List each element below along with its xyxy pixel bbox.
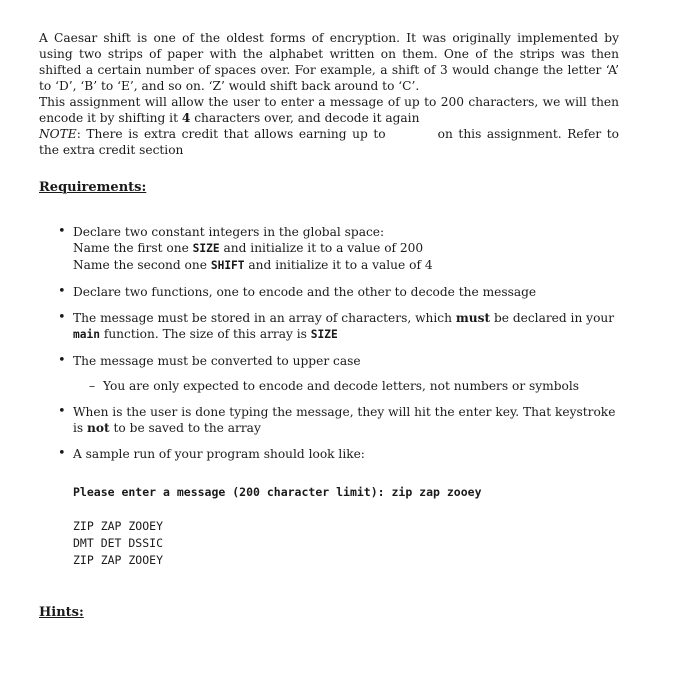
assignment-text-b: characters over, and decode it again <box>190 111 420 125</box>
code-shift: SHIFT <box>210 259 245 272</box>
item-text: to be saved to the array <box>109 421 261 435</box>
extra-credit-note <box>39 126 619 158</box>
requirements-heading: Requirements: <box>39 180 147 195</box>
output-line: DMT DET DSSIC <box>73 536 164 550</box>
item-text: The message must be converted to upper case <box>73 354 361 368</box>
assignment-paragraph <box>39 94 619 126</box>
item-text: A sample run of your program should look like: <box>73 447 365 461</box>
item-text: When is the user is done typing the message, they will hit the enter key. That keystroke is <box>73 405 616 435</box>
item-text: Declare two functions, one to encode and the other to decode the message <box>73 285 537 299</box>
item-text: and initialize it to a value of 200 <box>219 241 424 255</box>
output-line: ZIP ZAP ZOOEY <box>73 519 164 533</box>
sub-list <box>73 378 619 394</box>
list-item <box>39 224 619 274</box>
item-subline <box>73 257 619 274</box>
shift-amount: 4 <box>181 111 191 125</box>
item-text: • Declare two constant integers in the global space: <box>73 225 385 239</box>
item-subline <box>73 240 619 257</box>
output-line: ZIP ZAP ZOOEY <box>73 553 164 567</box>
item-text: and initialize it to a value of 4 <box>244 258 433 272</box>
intro-section <box>39 30 619 158</box>
list-item <box>39 404 619 436</box>
item-text: function. The size of this array is <box>99 327 311 341</box>
item-text: Name the second one <box>73 258 211 272</box>
note-text-a: : There is extra credit that allows earning up to <box>76 127 386 141</box>
item-bold: must <box>455 311 491 325</box>
list-item <box>39 353 619 394</box>
item-bold: not <box>87 421 110 435</box>
sample-output <box>73 518 619 569</box>
code-size: SIZE <box>310 328 338 341</box>
sample-run <box>39 484 619 569</box>
item-text: Name the first one <box>73 241 193 255</box>
item-text: be declared in your <box>490 311 615 325</box>
code-main: main <box>73 328 100 341</box>
sample-prompt: Please enter a message (200 character limit): zip zap zooey <box>73 485 482 499</box>
intro-paragraph: A Caesar shift is one of the oldest forms of encryption. It was originally implemented by using two strips of paper with the alphabet written on them. One of the strips was then shifted a certain number of spaces over. For example, a shift of 3 would change the letter ‘A’ to ‘D’, ‘B’ to ‘E’, and so on. ‘Z’ would shift back around to ‘C’. <box>39 31 619 93</box>
note-label: NOTE <box>39 127 77 141</box>
assignment-page <box>39 30 619 621</box>
assignment-text-a: This assignment will allow the user to enter a message of up to 200 characters, we will then encode it by shifting it <box>39 95 619 125</box>
list-item <box>39 284 619 300</box>
code-size: SIZE <box>192 242 220 255</box>
list-item <box>39 446 619 462</box>
requirements-list <box>39 224 619 462</box>
hints-heading: Hints: <box>39 605 84 620</box>
list-item <box>39 310 619 343</box>
sub-list-item: – You are only expected to encode and decode letters, not numbers or symbols <box>73 378 619 394</box>
item-text: The message must be stored in an array of characters, which <box>73 311 456 325</box>
note-text-b: on this assignment. Refer to the extra credit section <box>39 127 619 157</box>
